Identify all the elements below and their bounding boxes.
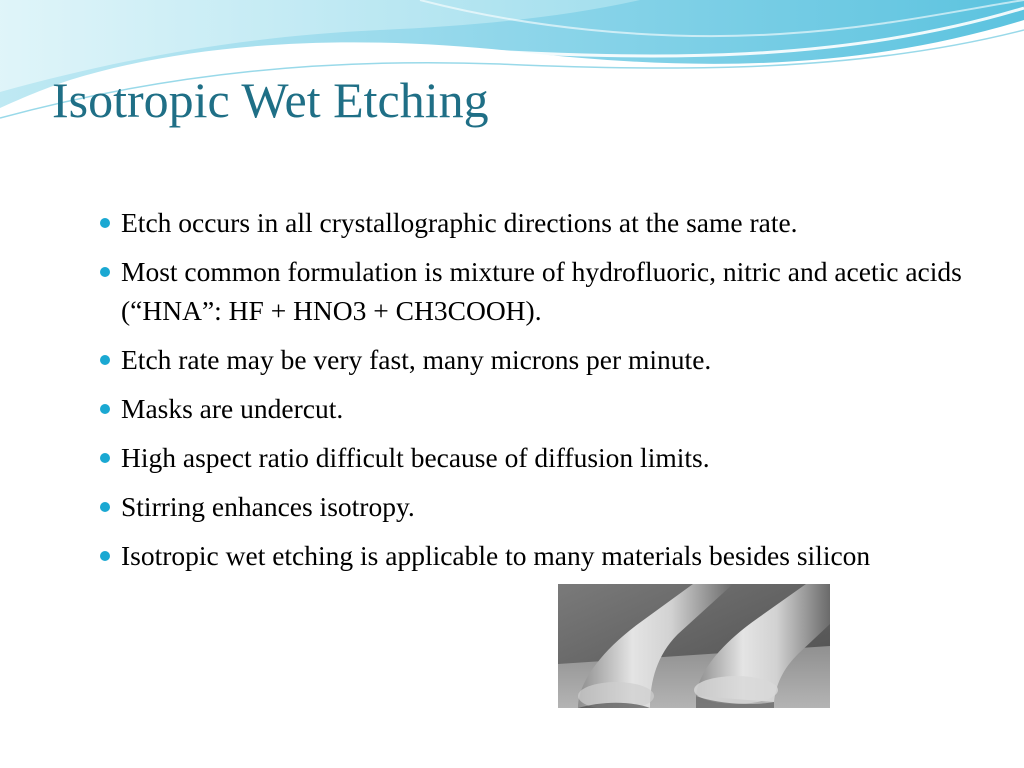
etched-silicon-micrograph-icon xyxy=(558,584,830,708)
bullet-dot-icon xyxy=(100,267,110,277)
bullet-text: Isotropic wet etching is applicable to many materials besides silicon xyxy=(121,540,871,571)
bullet-text: Etch occurs in all crystallographic directions at the same rate. xyxy=(121,207,798,238)
bullet-text: Most common formulation is mixture of hydrofluoric, nitric and acetic acids (“HNA”: HF + HNO3 + CH3COOH). xyxy=(121,256,962,326)
slide-title: Isotropic Wet Etching xyxy=(52,72,489,128)
bullet-dot-icon xyxy=(100,355,110,365)
bullet-text: Stirring enhances isotropy. xyxy=(121,491,415,522)
bullet-dot-icon xyxy=(100,502,110,512)
bullet-dot-icon xyxy=(100,404,110,414)
bullet-item xyxy=(100,487,980,526)
bullet-item xyxy=(100,536,980,575)
bullet-item xyxy=(100,340,980,379)
bullet-list xyxy=(100,203,980,585)
bullet-text: Etch rate may be very fast, many microns per minute. xyxy=(121,344,712,375)
bullet-text: High aspect ratio difficult because of diffusion limits. xyxy=(121,442,710,473)
bullet-text: Masks are undercut. xyxy=(121,393,344,424)
bullet-item xyxy=(100,203,980,242)
bullet-item xyxy=(100,438,980,477)
etched-silicon-image xyxy=(558,584,830,708)
bullet-dot-icon xyxy=(100,551,110,561)
bullet-dot-icon xyxy=(100,453,110,463)
bullet-item xyxy=(100,389,980,428)
bullet-dot-icon xyxy=(100,218,110,228)
bullet-item xyxy=(100,252,980,330)
